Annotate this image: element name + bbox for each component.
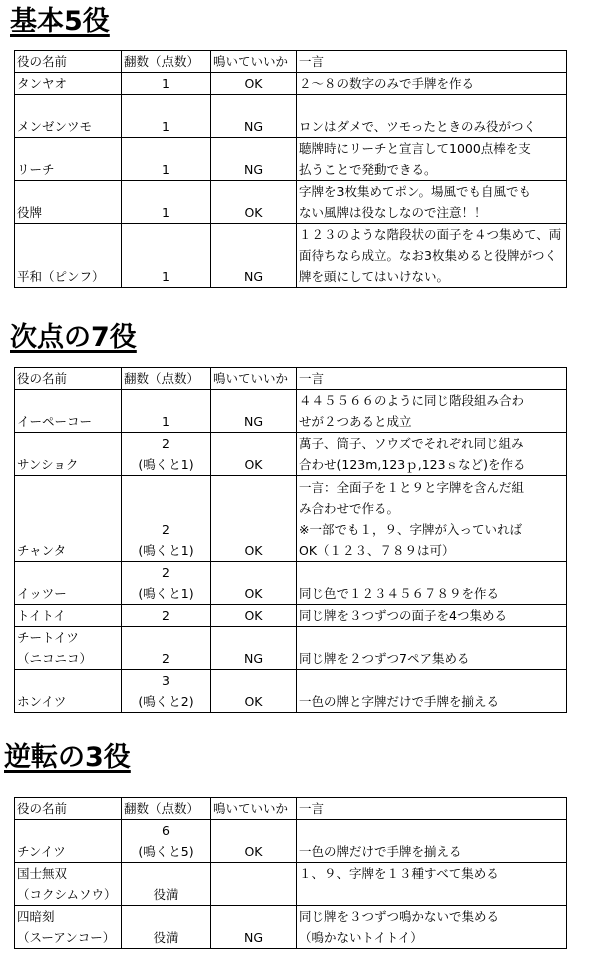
yaku-table-comeback: [14, 797, 567, 949]
yaku-naki: NG: [211, 95, 297, 138]
yaku-han: 役満: [122, 906, 211, 949]
table-row: [15, 224, 567, 288]
yaku-name: トイトイ: [15, 605, 122, 627]
table-row: [15, 670, 567, 713]
yaku-note: 聴牌時にリーチと宣言して1000点棒を支 払うことで発動できる。: [297, 138, 567, 181]
yaku-han: 2 (鳴くと1): [122, 562, 211, 605]
yaku-note: 一色の牌と字牌だけで手牌を揃える: [297, 670, 567, 713]
table-header-row: [15, 368, 567, 390]
yaku-note: 字牌を3枚集めてポン。場風でも自風でも ない風牌は役なしなので注意！！: [297, 181, 567, 224]
section-title-basic: 基本5役: [10, 6, 110, 37]
yaku-han: 1: [122, 181, 211, 224]
yaku-name: ホンイツ: [15, 670, 122, 713]
table-row: [15, 433, 567, 476]
header-name: 役の名前: [15, 368, 122, 390]
table-row: [15, 863, 567, 906]
table-row: [15, 906, 567, 949]
table-row: [15, 605, 567, 627]
yaku-note: ４４５５６６のように同じ階段組み合わ せが２つあると成立: [297, 390, 567, 433]
table-row: [15, 181, 567, 224]
yaku-naki: OK: [211, 433, 297, 476]
table-row: [15, 562, 567, 605]
yaku-han: 2 (鳴くと1): [122, 433, 211, 476]
yaku-name: チートイツ （ニコニコ）: [15, 627, 122, 670]
yaku-name: タンヤオ: [15, 73, 122, 95]
yaku-naki: NG: [211, 390, 297, 433]
section-title-comeback: 逆転の3役: [4, 742, 131, 773]
yaku-name: チンイツ: [15, 820, 122, 863]
yaku-name: メンゼンツモ: [15, 95, 122, 138]
yaku-naki: OK: [211, 670, 297, 713]
header-name: 役の名前: [15, 798, 122, 820]
yaku-han: 1: [122, 73, 211, 95]
header-naki: 鳴いていいか: [211, 368, 297, 390]
yaku-han: 役満: [122, 863, 211, 906]
yaku-han: 1: [122, 138, 211, 181]
header-note: 一言: [297, 368, 567, 390]
yaku-table-basic: [14, 50, 567, 288]
yaku-name: リーチ: [15, 138, 122, 181]
yaku-naki: OK: [211, 562, 297, 605]
yaku-name: イッツー: [15, 562, 122, 605]
yaku-note: 萬子、筒子、ソウズでそれぞれ同じ組み 合わせ(123m,123ｐ,123ｓなど)を作る: [297, 433, 567, 476]
table-row: [15, 138, 567, 181]
yaku-naki: OK: [211, 73, 297, 95]
header-note: 一言: [297, 798, 567, 820]
table-row: [15, 95, 567, 138]
header-naki: 鳴いていいか: [211, 798, 297, 820]
header-naki: 鳴いていいか: [211, 51, 297, 73]
yaku-han: 2 (鳴くと1): [122, 476, 211, 562]
yaku-han: 6 (鳴くと5): [122, 820, 211, 863]
yaku-table-next: [14, 367, 567, 713]
yaku-naki: OK: [211, 605, 297, 627]
yaku-note: 同じ牌を３つずつの面子を4つ集める: [297, 605, 567, 627]
yaku-note: １２３のような階段状の面子を４つ集めて、両面待ちなら成立。なお3枚集めると役牌がつく牌を頭にしてはいけない。: [297, 224, 567, 288]
table-row: [15, 627, 567, 670]
yaku-note: 一言：全面子を１と９と字牌を含んだ組 み合わせで作る。 ※一部でも１，９、字牌が入っていれば OK（１２３、７８９は可）: [297, 476, 567, 562]
yaku-name: 国士無双 （コクシムソウ）: [15, 863, 122, 906]
header-han: 翻数（点数）: [122, 798, 211, 820]
yaku-name: チャンタ: [15, 476, 122, 562]
header-note: 一言: [297, 51, 567, 73]
yaku-note: ２～８の数字のみで手牌を作る: [297, 73, 567, 95]
table-row: [15, 390, 567, 433]
yaku-naki: OK: [211, 820, 297, 863]
yaku-han: 1: [122, 390, 211, 433]
yaku-note: 同じ色で１２３４５６７８９を作る: [297, 562, 567, 605]
yaku-naki: NG: [211, 906, 297, 949]
yaku-name: 平和（ピンフ）: [15, 224, 122, 288]
yaku-name: サンショク: [15, 433, 122, 476]
yaku-name: 役牌: [15, 181, 122, 224]
yaku-han: 2: [122, 627, 211, 670]
table-row: [15, 476, 567, 562]
yaku-naki: OK: [211, 476, 297, 562]
yaku-naki: [211, 863, 297, 906]
yaku-naki: NG: [211, 224, 297, 288]
yaku-name: 四暗刻 （スーアンコー）: [15, 906, 122, 949]
yaku-note: 同じ牌を３つずつ鳴かないで集める （鳴かないトイトイ）: [297, 906, 567, 949]
yaku-naki: NG: [211, 138, 297, 181]
yaku-han: 2: [122, 605, 211, 627]
table-row: [15, 73, 567, 95]
yaku-note: ロンはダメで、ツモったときのみ役がつく: [297, 95, 567, 138]
yaku-naki: OK: [211, 181, 297, 224]
header-name: 役の名前: [15, 51, 122, 73]
yaku-naki: NG: [211, 627, 297, 670]
yaku-han: 1: [122, 224, 211, 288]
yaku-note: １、９、字牌を１３種すべて集める: [297, 863, 567, 906]
table-row: [15, 820, 567, 863]
yaku-han: 3 (鳴くと2): [122, 670, 211, 713]
header-han: 翻数（点数）: [122, 51, 211, 73]
yaku-note: 一色の牌だけで手牌を揃える: [297, 820, 567, 863]
table-header-row: [15, 798, 567, 820]
header-han: 翻数（点数）: [122, 368, 211, 390]
table-header-row: [15, 51, 567, 73]
yaku-name: イーペーコー: [15, 390, 122, 433]
yaku-han: 1: [122, 95, 211, 138]
section-title-next: 次点の7役: [10, 322, 137, 353]
yaku-note: 同じ牌を２つずつ7ペア集める: [297, 627, 567, 670]
